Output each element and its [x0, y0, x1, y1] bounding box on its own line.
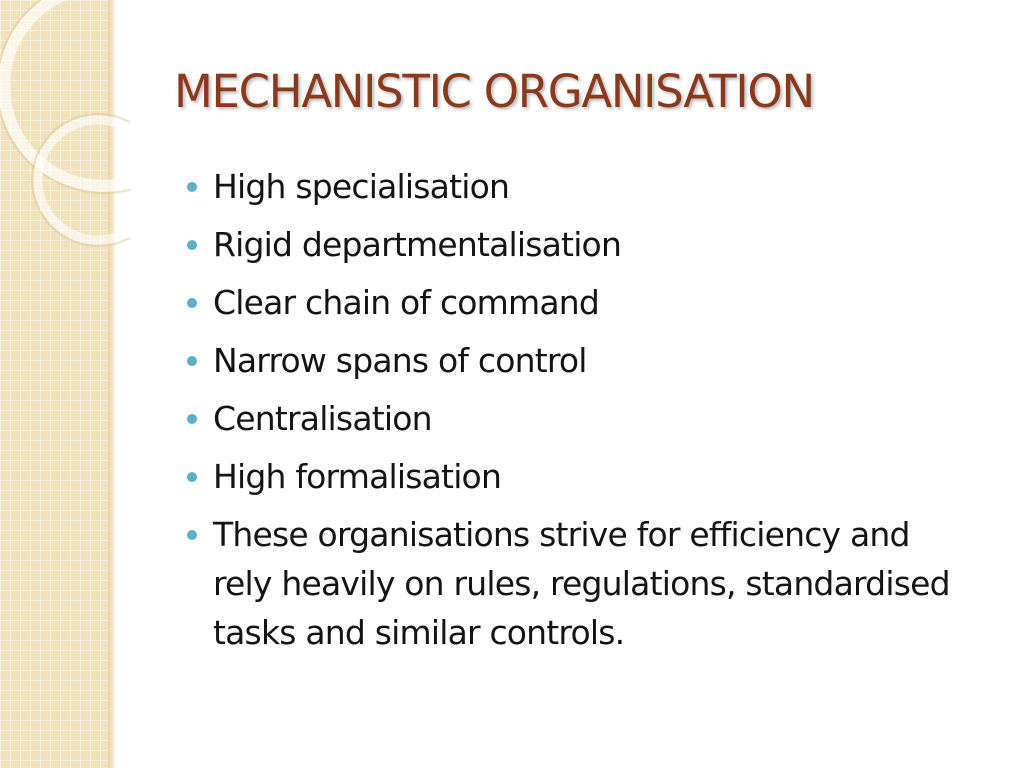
bullet-item: Centralisation	[184, 394, 959, 443]
decorative-rings	[0, 0, 130, 260]
bullet-item: Rigid departmentalisation	[184, 220, 959, 269]
bullet-list	[184, 162, 959, 666]
slide-title: MECHANISTIC ORGANISATION	[174, 65, 814, 118]
bullet-item: High specialisation	[184, 162, 959, 211]
bullet-item: Narrow spans of control	[184, 336, 959, 385]
bullet-item: These organisations strive for efficiency and rely heavily on rules, regulations, standardised tasks and similar controls.	[184, 510, 959, 657]
bullet-item: High formalisation	[184, 452, 959, 501]
decorative-ring-upper	[4, 0, 130, 186]
bullet-item: Clear chain of command	[184, 278, 959, 327]
